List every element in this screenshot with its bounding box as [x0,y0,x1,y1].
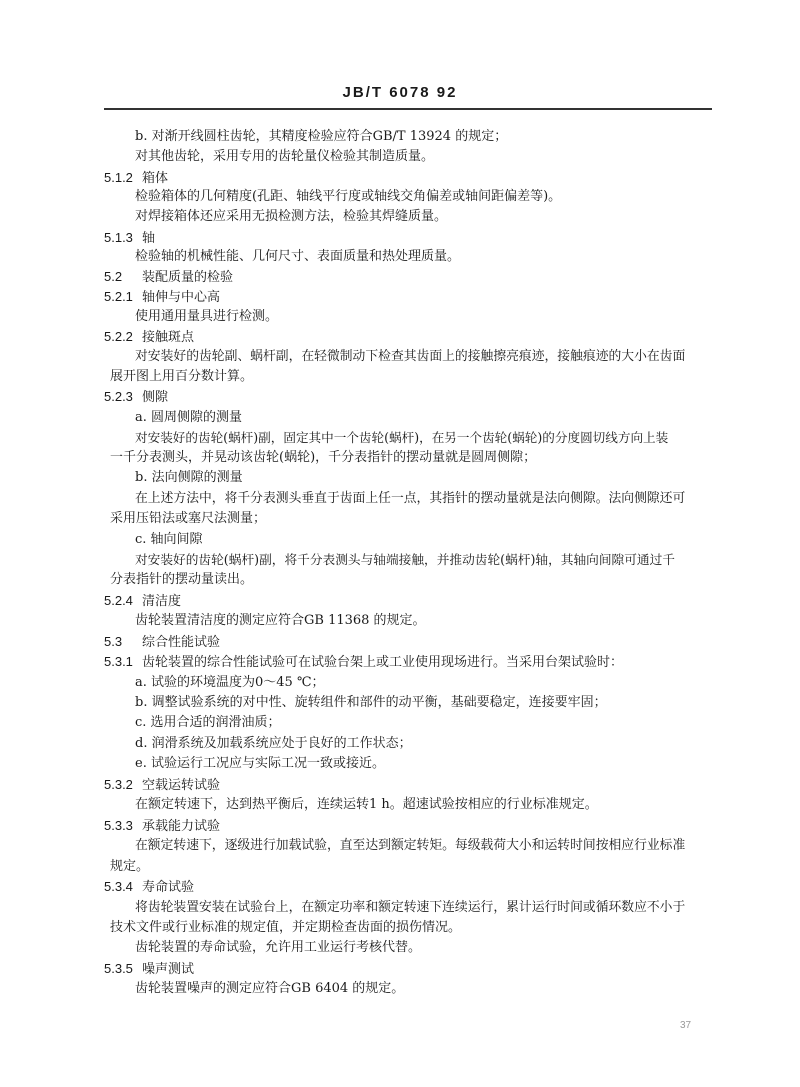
section-title: 装配质量的检验 [142,269,234,284]
text-line: 对安装好的齿轮(蜗杆)副，将千分表测头与轴端接触，并推动齿轮(蜗杆)轴，其轴向间隙可通过千 [135,552,675,567]
text-line: 检验箱体的几何精度(孔距、轴线平行度或轴线交角偏差或轴间距偏差等)。 [135,189,562,204]
text-line: 将齿轮装置安装在试验台上，在额定功率和额定转速下连续运行，累计运行时间或循环数应不小于 [135,900,686,915]
section-title: 清洁度 [142,593,182,608]
text-line: b. 对渐开线圆柱齿轮，其精度检验应符合GB/T 13924 的规定； [135,129,508,144]
header-rule [104,108,712,110]
text-line: 对安装好的齿轮副、蜗杆副，在轻微制动下检查其齿面上的接触擦亮痕迹，接触痕迹的大小在齿面 [135,349,686,364]
text-line: 在额定转速下，逐级进行加载试验，直至达到额定转矩。每级载荷大小和运转时间按相应行业标准 [135,838,686,853]
section-title: 齿轮装置的综合性能试验可在试验台架上或工业使用现场进行。当采用台架试验时： [142,654,624,669]
section-number: 5.2.1 [104,289,133,304]
section-number: 5.3.1 [104,654,133,669]
section-heading [104,878,194,896]
section-title: 侧隙 [142,389,169,404]
section-heading [104,817,220,835]
text-line: 齿轮装置的寿命试验，允许用工业运行考核代替。 [135,940,422,955]
section-number: 5.1.2 [104,170,133,185]
text-line: c. 轴向间隙 [135,532,203,547]
section-heading [104,388,168,406]
section-heading [104,169,168,187]
section-number: 5.3 [104,634,123,649]
section-heading [104,288,220,306]
section-title: 轴伸与中心高 [142,289,221,304]
text-line: b. 调整试验系统的对中性、旋转组件和部件的动平衡，基础要稳定，连接要牢固； [135,695,607,710]
section-number: 5.3.2 [104,777,133,792]
section-number: 5.2 [104,269,123,284]
text-line: 技术文件或行业标准的规定值，并定期检查齿面的损伤情况。 [110,920,462,935]
text-line: 齿轮装置清洁度的测定应符合GB 11368 的规定。 [135,613,426,628]
section-number: 5.2.3 [104,389,133,404]
text-line: 展开图上用百分数计算。 [110,369,254,384]
section-title: 噪声测试 [142,961,195,976]
text-line: e. 试验运行工况应与实际工况一致或接近。 [135,756,385,771]
section-title: 空载运转试验 [142,777,221,792]
section-number: 5.3.4 [104,879,133,894]
section-title: 承载能力试验 [142,818,221,833]
section-number: 5.3.5 [104,961,133,976]
text-line: 检验轴的机械性能、几何尺寸、表面质量和热处理质量。 [135,249,461,264]
text-line: 分表指针的摆动量读出。 [110,572,254,587]
text-line: d. 润滑系统及加载系统应处于良好的工作状态； [135,736,412,751]
section-title: 综合性能试验 [142,634,221,649]
page-number: 37 [680,1020,692,1031]
text-line: a. 圆周侧隙的测量 [135,410,243,425]
text-line: 在额定转速下，达到热平衡后，连续运转1 h。超速试验按相应的行业标准规定。 [135,797,598,812]
section-title: 接触斑点 [142,329,195,344]
section-title: 寿命试验 [142,879,195,894]
text-line: 对其他齿轮，采用专用的齿轮量仪检验其制造质量。 [135,149,435,164]
section-heading [104,960,194,978]
section-number: 5.1.3 [104,230,133,245]
section-heading [104,328,194,346]
section-heading [104,633,220,651]
text-line: 规定。 [110,859,150,874]
section-heading [104,653,623,671]
section-number: 5.3.3 [104,818,133,833]
section-title: 轴 [142,230,156,245]
section-number: 5.2.4 [104,593,133,608]
section-heading [104,592,181,610]
text-line: 使用通用量具进行检测。 [135,309,279,324]
section-title: 箱体 [142,170,169,185]
standard-header: JB/T 6078 92 [342,84,458,101]
text-line: 对焊接箱体还应采用无损检测方法，检验其焊缝质量。 [135,209,448,224]
text-line: 齿轮装置噪声的测定应符合GB 6404 的规定。 [135,981,405,996]
section-heading [104,268,233,286]
text-line: 采用压铅法或塞尺法测量； [110,511,267,526]
section-heading [104,776,220,794]
section-heading [104,229,155,247]
text-line: 一千分表测头，并晃动该齿轮(蜗轮)，千分表指针的摆动量就是圆周侧隙； [110,450,537,465]
text-line: 对安装好的齿轮(蜗杆)副，固定其中一个齿轮(蜗杆)，在另一个齿轮(蜗轮)的分度圆切线方向上装 [135,430,669,445]
text-line: a. 试验的环境温度为0～45 ℃； [135,675,325,690]
section-number: 5.2.2 [104,329,133,344]
text-line: 在上述方法中，将千分表测头垂直于齿面上任一点，其指针的摆动量就是法向侧隙。法向侧隙还可 [135,491,686,506]
text-line: b. 法向侧隙的测量 [135,470,243,485]
text-line: c. 选用合适的润滑油质； [135,715,281,730]
